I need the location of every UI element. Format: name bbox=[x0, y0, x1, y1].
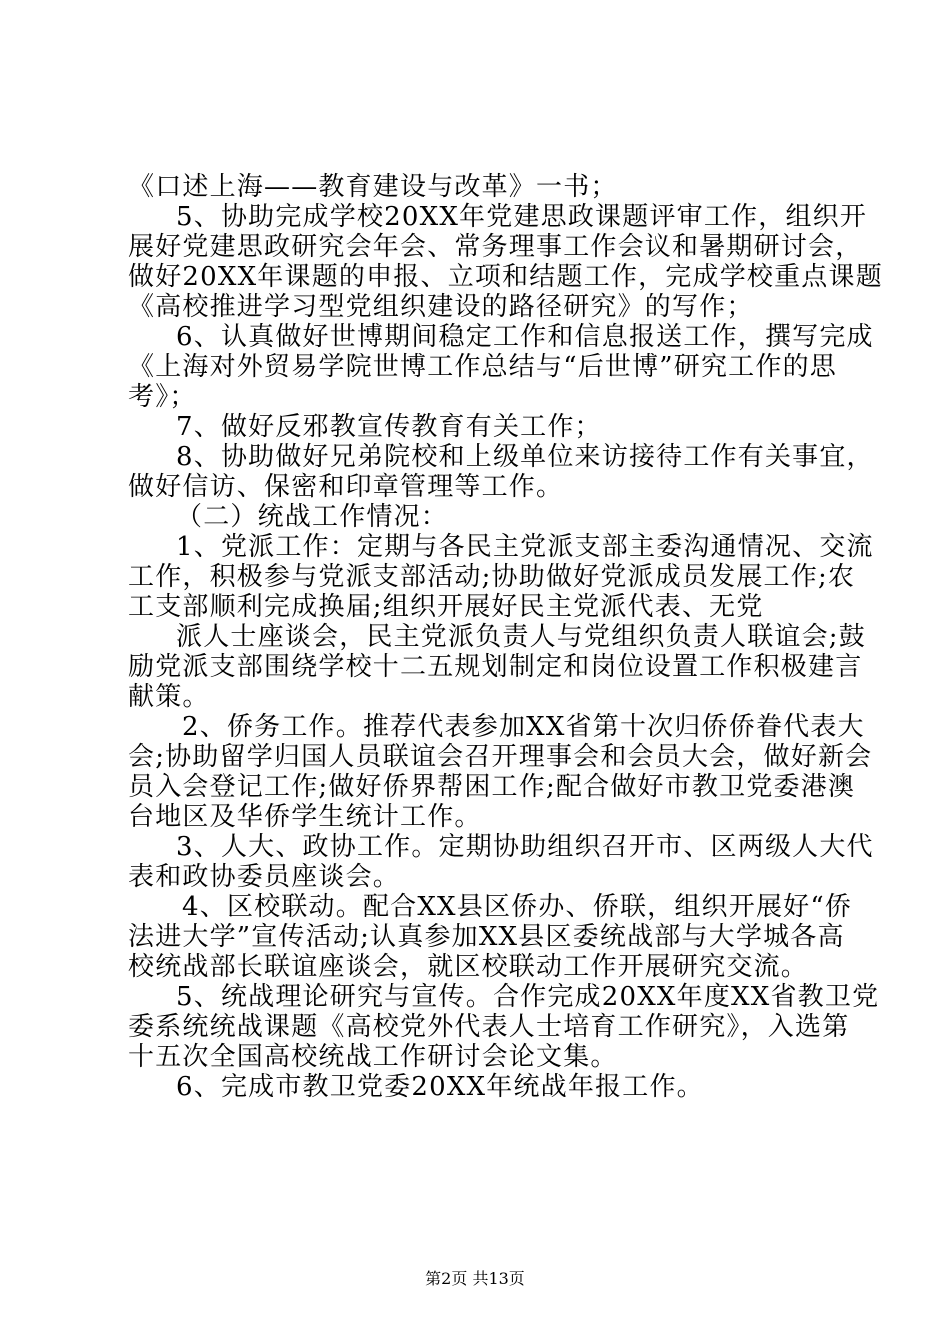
text-line: 台地区及华侨学生统计工作。 bbox=[128, 802, 482, 832]
text-line: 表和政协委员座谈会。 bbox=[128, 862, 401, 892]
text-line: 工作，积极参与党派支部活动;协助做好党派成员发展工作;农 bbox=[128, 562, 856, 592]
text-line: 《高校推进学习型党组织建设的路径研究》的写作； bbox=[128, 292, 754, 322]
text-line: 《口述上海——教育建设与改革》一书； bbox=[128, 172, 618, 202]
text-line: 考》； bbox=[128, 382, 197, 412]
text-line: 法进大学”宣传活动;认真参加XX县区委统战部与大学城各高 bbox=[128, 922, 845, 952]
text-line: 会;协助留学归国人员联谊会召开理事会和会员大会，做好新会 bbox=[128, 742, 873, 772]
text-line: 工支部顺利完成换届;组织开展好民主党派代表、无党 bbox=[128, 592, 764, 622]
text-line: 做好信访、保密和印章管理等工作。 bbox=[128, 472, 564, 502]
text-line: 8、协助做好兄弟院校和上级单位来访接待工作有关事宜， bbox=[176, 442, 874, 472]
text-line: 校统战部长联谊座谈会，就区校联动工作开展研究交流。 bbox=[128, 952, 809, 982]
page-indicator: 第2页 共13页 bbox=[425, 1269, 525, 1288]
section-heading: （二）统战工作情况： bbox=[176, 502, 449, 532]
text-line: 5、协助完成学校20XX年党建思政课题评审工作，组织开 bbox=[176, 202, 868, 232]
text-line: 3、人大、政协工作。定期协助组织召开市、区两级人大代 bbox=[176, 832, 874, 862]
text-line: 励党派支部围绕学校十二五规划制定和岗位设置工作积极建言 bbox=[128, 652, 863, 682]
text-line: 《上海对外贸易学院世博工作总结与“后世博”研究工作的思 bbox=[128, 352, 837, 382]
text-line: 献策。 bbox=[128, 682, 210, 712]
text-line: 7、做好反邪教宣传教育有关工作； bbox=[176, 412, 602, 442]
text-line: 6、认真做好世博期间稳定工作和信息报送工作，撰写完成 bbox=[176, 322, 874, 352]
text-line: 委系统统战课题《高校党外代表人士培育工作研究》，入选第 bbox=[128, 1012, 850, 1042]
text-line: 4、区校联动。配合XX县区侨办、侨联，组织开展好“侨 bbox=[182, 892, 853, 922]
text-line: 员入会登记工作;做好侨界帮困工作;配合做好市教卫党委港澳 bbox=[128, 772, 856, 802]
text-line: 5、统战理论研究与宣传。合作完成20XX年度XX省教卫党 bbox=[176, 982, 880, 1012]
text-line: 6、完成市教卫党委20XX年统战年报工作。 bbox=[176, 1072, 704, 1102]
text-line: 十五次全国高校统战工作研讨会论文集。 bbox=[128, 1042, 618, 1072]
text-line: 2、侨务工作。推荐代表参加XX省第十次归侨侨眷代表大 bbox=[182, 712, 865, 742]
text-line: 1、党派工作：定期与各民主党派支部主委沟通情况、交流 bbox=[176, 532, 874, 562]
text-line: 展好党建思政研究会年会、常务理事工作会议和暑期研讨会， bbox=[128, 232, 863, 262]
text-line: 派人士座谈会，民主党派负责人与党组织负责人联谊会;鼓 bbox=[176, 622, 866, 652]
text-line: 做好20XX年课题的申报、立项和结题工作，完成学校重点课题 bbox=[128, 262, 883, 292]
